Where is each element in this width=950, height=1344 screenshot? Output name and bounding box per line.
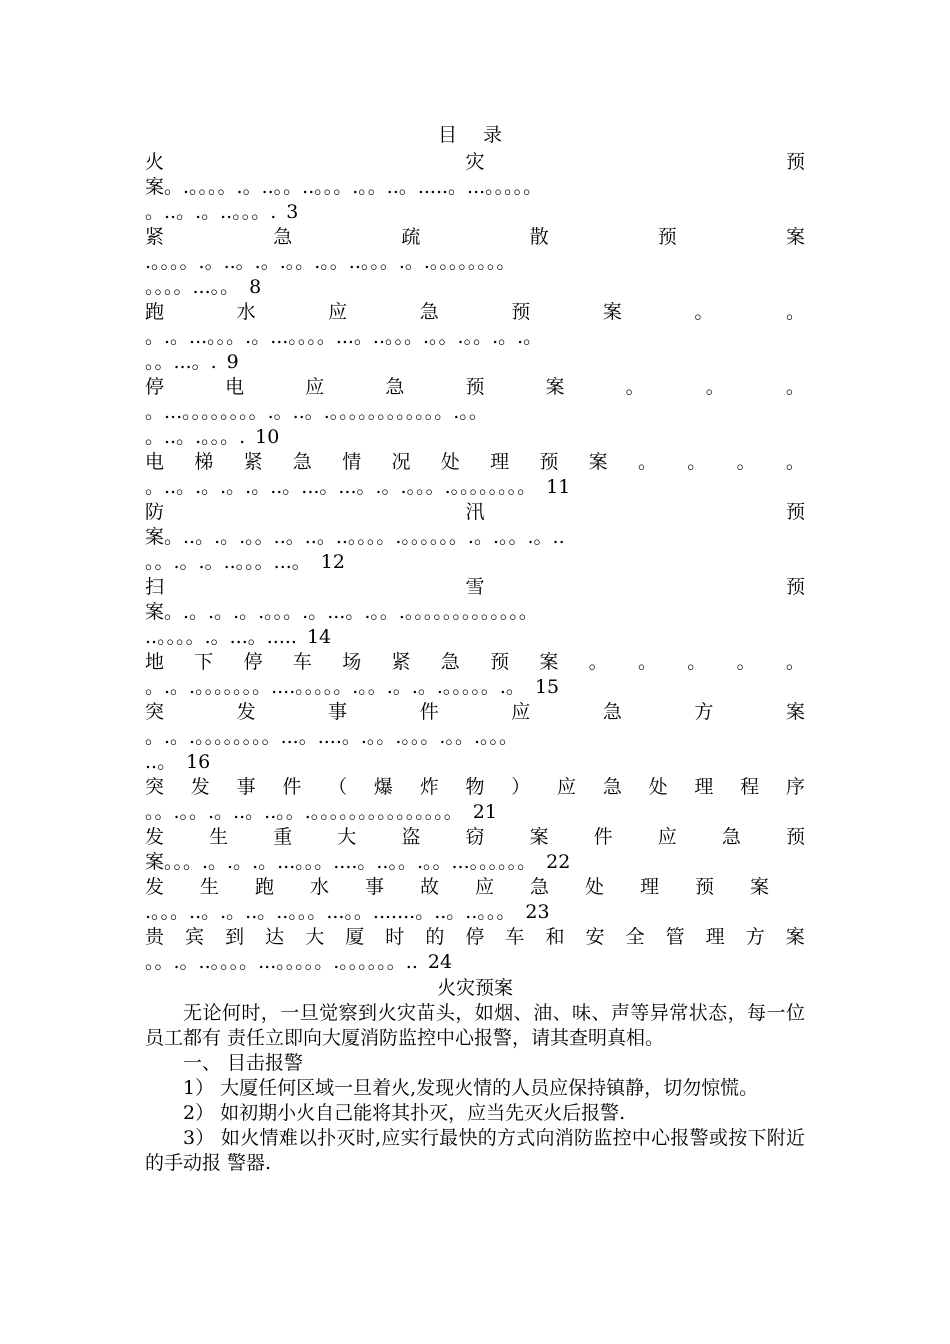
toc-entry-title — [145, 650, 805, 675]
toc-page-number: 10 — [255, 426, 280, 448]
toc-dots-text: .。。。。.。..。.。.。。.。。..。。。.。.。。。。。。。。 — [145, 251, 516, 273]
toc-entry-char: 应 — [305, 376, 325, 398]
toc-page-number: 12 — [320, 551, 345, 573]
toc-entry-char: 水 — [236, 301, 256, 323]
toc-entry-char: 事 — [236, 776, 256, 798]
toc-entry-char: 。 — [588, 651, 608, 673]
toc-dots-text: 案。.。。。。.。..。。..。。。.。。..。.....。...。。。。。 — [145, 176, 543, 198]
toc-page-number: 24 — [427, 951, 453, 973]
toc-entry-char: 炸 — [419, 776, 439, 798]
toc-entry-char: 。 — [637, 451, 657, 473]
toc-entry-char: 程 — [740, 776, 760, 798]
toc-entry-char: 厦 — [345, 926, 365, 948]
toc-entry-char: 急 — [721, 826, 741, 848]
toc-entry-char: 预 — [539, 451, 559, 473]
toc-leader-dots — [145, 550, 805, 575]
toc-entry-char: 理 — [490, 451, 510, 473]
toc-entry-char: 。 — [736, 451, 756, 473]
toc-dots-text: .。。。..。.。..。..。。。...。。.......。..。..。。。 — [145, 901, 516, 923]
toc-leader-dots — [145, 800, 805, 825]
toc-entry-char: 电 — [145, 451, 165, 473]
toc-dots-text: 案。.。.。.。.。。。.。...。.。。.。。。。。。。。。。。。。 — [145, 601, 538, 623]
toc-leader-dots — [145, 900, 805, 925]
toc-entry-char: 紧 — [391, 651, 411, 673]
toc-entry-title — [145, 700, 805, 725]
toc-leader-dots — [145, 275, 805, 300]
toc-leader-dots — [145, 250, 805, 275]
toc-entry-char: 盗 — [401, 826, 421, 848]
toc-entry-char: 方 — [745, 926, 765, 948]
toc-entry-title — [145, 225, 805, 250]
toc-entry-char: 。 — [687, 651, 707, 673]
toc-page-number: 21 — [472, 801, 497, 823]
toc-entry-char: 预 — [785, 151, 805, 173]
toc-entry-char: 案 — [529, 826, 549, 848]
toc-entry-title — [145, 925, 805, 950]
toc-entry-char: 雪 — [465, 576, 485, 598]
toc-entry-char: 案 — [785, 701, 805, 723]
toc-entry-char: 贵 — [145, 926, 165, 948]
toc-entry-char: ） — [511, 776, 531, 798]
toc-entry-char: 预 — [657, 226, 677, 248]
toc-entry-char: 急 — [602, 701, 622, 723]
toc-entry-char: 应 — [475, 876, 495, 898]
toc-entry-char: 重 — [273, 826, 293, 848]
table-of-contents — [145, 150, 805, 975]
toc-dots-text: 。。.。.。..。。。...。 — [145, 551, 311, 573]
toc-entry-char: 案 — [539, 651, 559, 673]
item-3: 3） 如火情难以扑灭时,应实行最快的方式向消防监控中心报警或按下附近的手动报 警器. — [145, 1127, 805, 1174]
toc-dots-text: 案。..。.。.。。..。..。..。。。。.。。。。。。.。.。。.。.. — [145, 526, 565, 548]
toc-dots-text: 。.。...。。。.。...。。。。...。..。。。.。。.。。.。.。 — [145, 326, 543, 348]
toc-entry-char: 窃 — [465, 826, 485, 848]
toc-dots-text: 。..。.。。。. — [145, 426, 246, 448]
toc-entry-char: 预 — [785, 501, 805, 523]
toc-entry-char: 突 — [145, 776, 165, 798]
toc-page-number: 22 — [546, 851, 571, 873]
toc-entry-char: 处 — [585, 876, 605, 898]
toc-entry-title — [145, 825, 805, 850]
toc-entry-title — [145, 375, 805, 400]
toc-dots-text: 。..。.。..。。。. — [145, 201, 277, 223]
toc-entry-char: 案 — [545, 376, 565, 398]
toc-page-number: 9 — [226, 351, 239, 373]
toc-entry-char: 。 — [694, 301, 714, 323]
toc-entry-char: 应 — [557, 776, 577, 798]
toc-dots-text: 。。.。。.。..。..。。.。。。。。。。。。。。。。。。 — [145, 801, 463, 823]
toc-entry-char: 车 — [292, 651, 312, 673]
toc-entry-char: 急 — [419, 301, 439, 323]
toc-leader-dots — [145, 175, 805, 200]
toc-entry-char: 管 — [665, 926, 685, 948]
toc-entry-char: 灾 — [465, 151, 485, 173]
toc-entry-char: 。 — [785, 301, 805, 323]
toc-entry-char: 发 — [145, 876, 165, 898]
toc-title: 目 录 — [437, 124, 513, 146]
toc-entry-char: 大 — [337, 826, 357, 848]
toc-page-number: 15 — [534, 676, 560, 698]
toc-entry-char: 况 — [391, 451, 411, 473]
toc-entry-char: 应 — [657, 826, 677, 848]
toc-entry-char: 紧 — [145, 226, 165, 248]
toc-entry-char: 扫 — [145, 576, 165, 598]
toc-entry-char: 地 — [145, 651, 165, 673]
toc-entry-char: 急 — [273, 226, 293, 248]
toc-entry-char: 时 — [385, 926, 405, 948]
toc-entry-title — [145, 875, 805, 900]
toc-entry-char: 场 — [342, 651, 362, 673]
toc-entry-char: 生 — [200, 876, 220, 898]
toc-leader-dots — [145, 475, 805, 500]
toc-entry-char: 发 — [145, 826, 165, 848]
toc-dots-text: 。。...。. — [145, 351, 217, 373]
toc-entry-char: 应 — [511, 701, 531, 723]
toc-entry-char: 。 — [736, 651, 756, 673]
toc-entry-char: 急 — [292, 451, 312, 473]
intro-paragraph: 无论何时，一旦觉察到火灾苗头，如烟、油、味、声等异常状态，每一位员工都有 责任立即向大厦消防监控中心报警，请其查明真相。 — [145, 1002, 805, 1049]
toc-entry-char: 防 — [145, 501, 165, 523]
toc-page-number: 3 — [286, 201, 299, 223]
heading-witness-alarm: 一、 目击报警 — [183, 1052, 304, 1074]
toc-entry-char: 停 — [243, 651, 263, 673]
toc-entry-char: 停 — [145, 376, 165, 398]
toc-entry-char: 急 — [602, 776, 622, 798]
toc-entry-char: 紧 — [243, 451, 263, 473]
toc-entry-char: 。 — [625, 376, 645, 398]
toc-leader-dots — [145, 350, 805, 375]
toc-entry-char: 急 — [385, 376, 405, 398]
toc-entry-char: 和 — [545, 926, 565, 948]
toc-entry-char: 梯 — [194, 451, 214, 473]
toc-entry-char: 爆 — [373, 776, 393, 798]
toc-dots-text: ..。 — [145, 751, 177, 773]
toc-entry-char: 宾 — [185, 926, 205, 948]
toc-leader-dots — [145, 600, 805, 625]
toc-entry-char: 发 — [236, 701, 256, 723]
toc-entry-char: 。 — [785, 651, 805, 673]
toc-leader-dots — [145, 850, 805, 875]
toc-entry-char: 案 — [750, 876, 770, 898]
toc-entry-char: 急 — [440, 651, 460, 673]
toc-entry-char: 生 — [209, 826, 229, 848]
toc-entry-char: 故 — [420, 876, 440, 898]
toc-entry-char: 案 — [588, 451, 608, 473]
toc-entry-char: 安 — [585, 926, 605, 948]
toc-entry-char: 理 — [694, 776, 714, 798]
toc-entry-char: 情 — [342, 451, 362, 473]
toc-entry-char: 事 — [365, 876, 385, 898]
toc-entry-char: 。 — [687, 451, 707, 473]
toc-entry-char: 水 — [310, 876, 330, 898]
toc-entry-char: 方 — [694, 701, 714, 723]
toc-entry-char: 车 — [505, 926, 525, 948]
toc-leader-dots — [145, 725, 805, 750]
toc-entry-char: 预 — [465, 376, 485, 398]
toc-entry-char: 下 — [194, 651, 214, 673]
toc-entry-char: （ — [328, 776, 348, 798]
toc-entry-char: 。 — [785, 376, 805, 398]
toc-leader-dots — [145, 325, 805, 350]
toc-entry-char: 跑 — [255, 876, 275, 898]
toc-entry-char: 预 — [785, 826, 805, 848]
toc-entry-char: 。 — [705, 376, 725, 398]
toc-entry-char: 件 — [419, 701, 439, 723]
toc-leader-dots — [145, 625, 805, 650]
toc-entry-char: 汛 — [465, 501, 485, 523]
toc-page-number: 11 — [546, 476, 571, 498]
toc-entry-char: 处 — [440, 451, 460, 473]
toc-entry-title — [145, 775, 805, 800]
toc-entry-char: 预 — [785, 576, 805, 598]
toc-entry-char: 预 — [511, 301, 531, 323]
item-1: 1） 大厦任何区域一旦着火,发现火情的人员应保持镇静，切勿惊慌。 — [183, 1077, 759, 1099]
toc-entry-char: 案 — [785, 226, 805, 248]
toc-entry-char: 电 — [225, 376, 245, 398]
toc-entry-char: 。 — [637, 651, 657, 673]
section-title: 火灾预案 — [436, 977, 513, 999]
toc-entry-char: 到 — [225, 926, 245, 948]
toc-leader-dots — [145, 200, 805, 225]
toc-dots-text: 。。.。..。。。。...。。。。。.。。。。。。.. — [145, 951, 418, 973]
toc-entry-title — [145, 150, 805, 175]
toc-page-number: 14 — [306, 626, 332, 648]
toc-leader-dots — [145, 950, 805, 975]
toc-entry-char: 跑 — [145, 301, 165, 323]
toc-leader-dots — [145, 400, 805, 425]
toc-dots-text: 。...。。。。。。。。.。..。.。。。。。。。。。。。。.。。 — [145, 401, 488, 423]
toc-entry-char: 事 — [328, 701, 348, 723]
toc-entry-char: 大 — [305, 926, 325, 948]
toc-entry-char: 急 — [530, 876, 550, 898]
toc-entry-char: 序 — [785, 776, 805, 798]
toc-entry-char: 达 — [265, 926, 285, 948]
toc-entry-char: 停 — [465, 926, 485, 948]
toc-entry-char: 的 — [425, 926, 445, 948]
toc-entry-char: 全 — [625, 926, 645, 948]
toc-dots-text: 。。。。...。。 — [145, 276, 240, 298]
toc-dots-text: 案。。。.。.。.。...。。。....。..。。.。。...。。。。。。 — [145, 851, 537, 873]
toc-entry-char: 预 — [695, 876, 715, 898]
toc-leader-dots — [145, 750, 805, 775]
toc-dots-text: 。.。.。。。。。。。。...。....。.。。.。。。.。。.。。。 — [145, 726, 519, 748]
toc-entry-char: 物 — [465, 776, 485, 798]
toc-leader-dots — [145, 425, 805, 450]
toc-entry-char: 散 — [529, 226, 549, 248]
toc-dots-text: 。..。.。.。.。..。...。...。.。.。。。.。。。。。。。。 — [145, 476, 537, 498]
document-page — [145, 120, 805, 1176]
toc-entry-char: 发 — [190, 776, 210, 798]
toc-dots-text: 。.。.。。。。。。。....。。。。。.。。.。.。.。。。。。.。 — [145, 676, 525, 698]
toc-dots-text: ..。。。。.。...。..... — [145, 626, 297, 648]
toc-page-number: 8 — [249, 276, 262, 298]
toc-entry-title — [145, 575, 805, 600]
toc-entry-char: 疏 — [401, 226, 421, 248]
toc-entry-char: 理 — [705, 926, 725, 948]
toc-entry-char: 案 — [602, 301, 622, 323]
toc-leader-dots — [145, 525, 805, 550]
toc-page-number: 23 — [525, 901, 550, 923]
toc-entry-title — [145, 300, 805, 325]
toc-entry-char: 案 — [785, 926, 805, 948]
toc-leader-dots — [145, 675, 805, 700]
toc-page-number: 16 — [186, 751, 211, 773]
toc-entry-char: 应 — [328, 301, 348, 323]
toc-entry-char: 。 — [785, 451, 805, 473]
toc-entry-char: 件 — [282, 776, 302, 798]
toc-entry-char: 处 — [648, 776, 668, 798]
toc-entry-char: 理 — [640, 876, 660, 898]
toc-entry-char: 预 — [490, 651, 510, 673]
toc-entry-title — [145, 500, 805, 525]
toc-entry-title — [145, 450, 805, 475]
toc-entry-char: 突 — [145, 701, 165, 723]
toc-entry-char: 火 — [145, 151, 165, 173]
item-2: 2） 如初期小火自己能将其扑灭，应当先灭火后报警. — [183, 1102, 626, 1124]
toc-entry-char: 件 — [593, 826, 613, 848]
